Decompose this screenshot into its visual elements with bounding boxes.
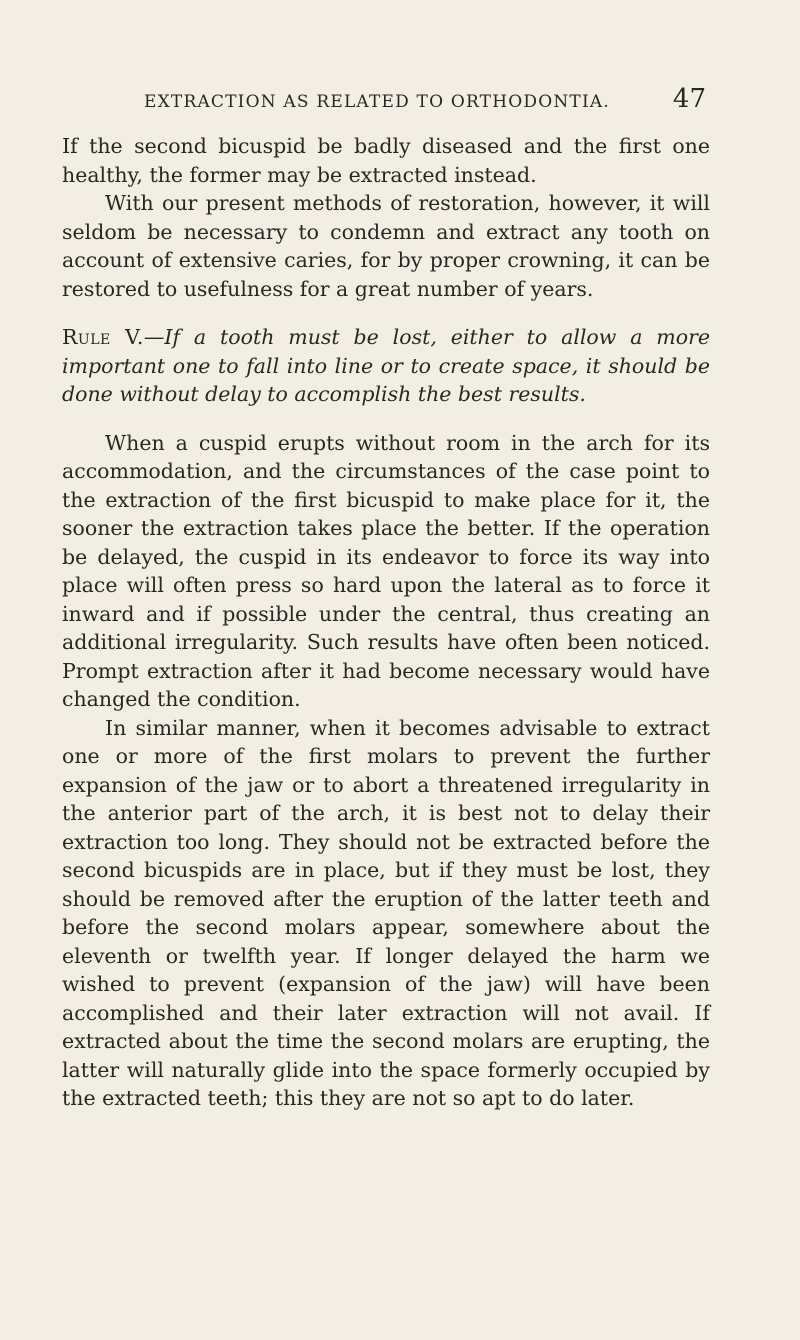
- paragraph-restoration: With our present methods of restoration, however, it will seldom be necessary to condemn and extract any tooth on account of extensive caries, for by proper crowning, it can be restored to usefulness for a great number of years.: [62, 191, 710, 301]
- paragraph-cuspid: When a cuspid erupts without room in the arch for its accommodation, and the circumstances of the case point to the extraction of the first bicuspid to make place for it, the sooner the extraction takes place the better. If the operation be delayed, the cuspid in its endeavor to force its way into place will often press so hard upon the lateral as to force it inward and if possible under the central, thus creating an additional irregularity. Such results have often been noticed. Prompt extraction after it had become necessary would have changed the condition.: [62, 430, 710, 711]
- rule-v: [62, 323, 710, 409]
- running-head: [62, 84, 710, 116]
- running-title: EXTRACTION AS RELATED TO ORTHODONTIA.: [144, 92, 610, 112]
- page-number: 47: [672, 84, 706, 114]
- paragraph-bicuspid: If the second bicuspid be badly diseased and the first one healthy, the former may be extracted instead.: [62, 134, 710, 187]
- rule-label: Rule V.: [62, 325, 144, 349]
- paragraph-molars: In similar manner, when it becomes advisable to extract one or more of the first molars to prevent the further expansion of the jaw or to abort a threatened irregularity in the anterior part of the arch, it is best not to delay their extraction too long. They should not be extracted before the second bicuspids are in place, but if they must be lost, they should be removed after the eruption of the latter teeth and before the second molars appear, somewhere about the eleventh or twelfth year. If longer delayed the harm we wished to prevent (expansion of the jaw) will have been accomplished and their later extraction will not avail. If extracted about the time the second molars are erupting, the latter will naturally glide into the space formerly occupied by the extracted teeth; this they are not so apt to do later.: [62, 715, 710, 1110]
- rule-text: If a tooth must be lost, either to allow a more important one to fall into line or to create space, it should be done without delay to accomplish the best results.: [62, 325, 711, 406]
- body-text: [62, 132, 710, 1113]
- rule-dash: —: [143, 325, 165, 349]
